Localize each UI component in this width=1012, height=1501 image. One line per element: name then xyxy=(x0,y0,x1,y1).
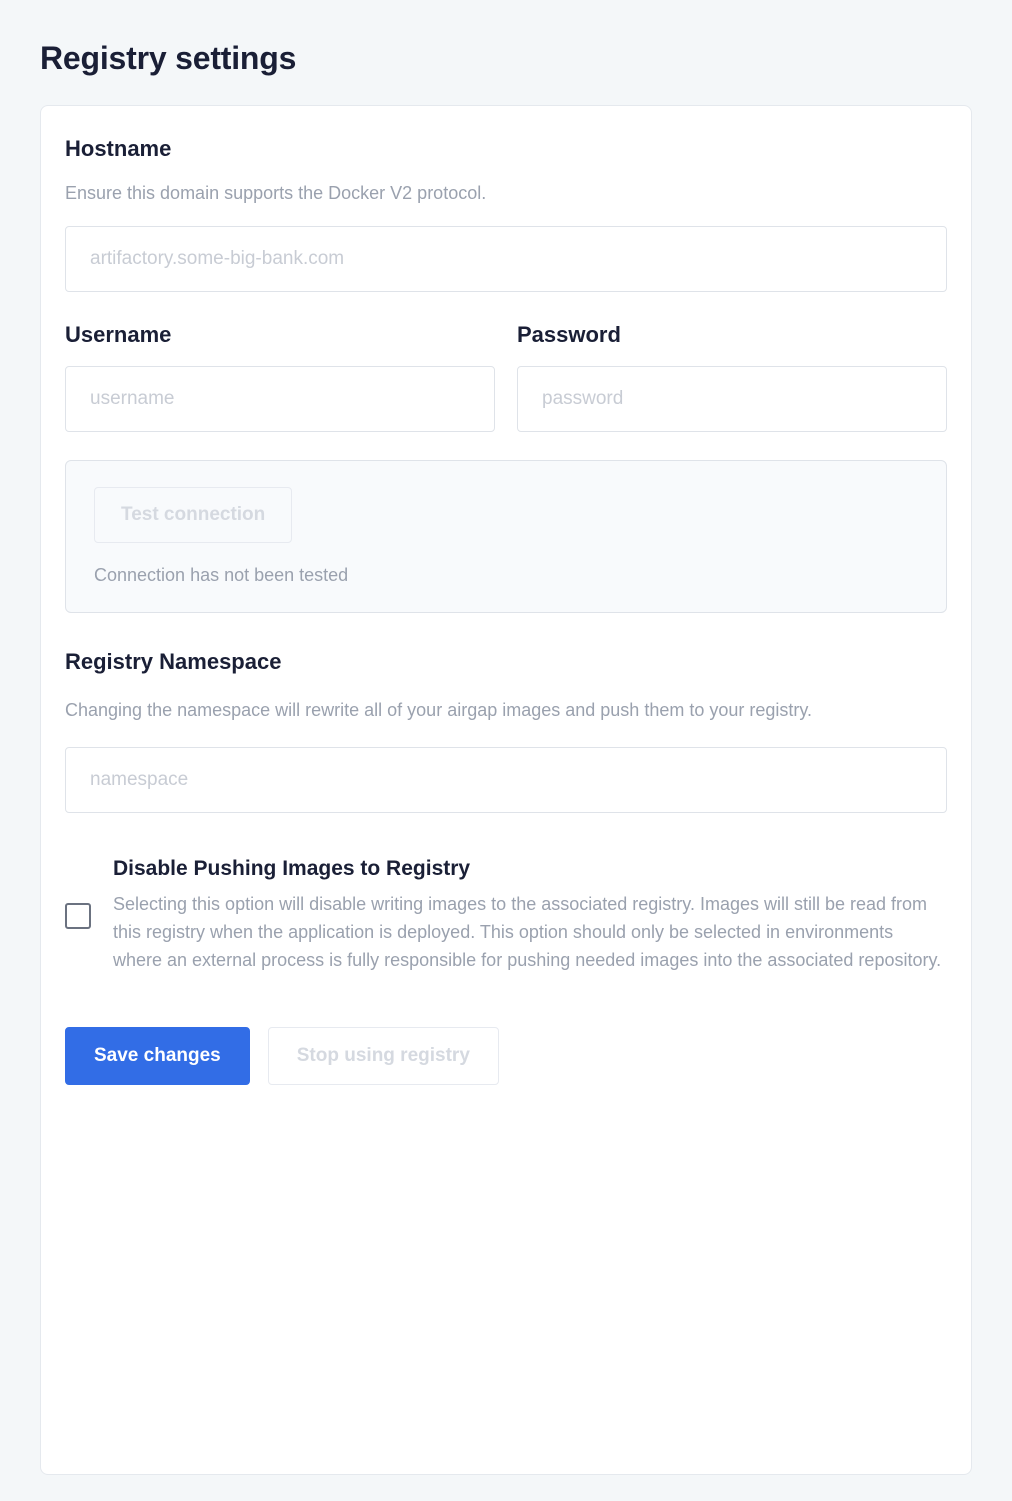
disable-push-content xyxy=(113,857,947,975)
save-changes-button[interactable]: Save changes xyxy=(65,1027,250,1085)
hostname-input[interactable] xyxy=(65,226,947,292)
form-actions xyxy=(65,1027,947,1085)
page-title: Registry settings xyxy=(40,40,297,76)
registry-namespace-label: Registry Namespace xyxy=(65,649,282,675)
disable-push-description: Selecting this option will disable writing images to the associated registry. Images will still be read from this registry when the application is deployed. This option should only be selected in environments where an external process is fully responsible for pushing needed images into the associated repository. xyxy=(113,894,942,970)
stop-using-registry-button[interactable]: Stop using registry xyxy=(268,1027,499,1085)
hostname-help-text: Ensure this domain supports the Docker V2 protocol. xyxy=(65,183,487,203)
username-input[interactable] xyxy=(65,366,495,432)
username-field-group xyxy=(65,322,495,432)
disable-push-row xyxy=(65,857,947,975)
hostname-label: Hostname xyxy=(65,136,172,161)
registry-settings-card xyxy=(40,105,972,1475)
password-field-group xyxy=(517,322,947,432)
disable-push-checkbox[interactable] xyxy=(65,903,91,929)
registry-namespace-input[interactable] xyxy=(65,747,947,813)
connection-status-text: Connection has not been tested xyxy=(94,565,349,586)
disable-push-title: Disable Pushing Images to Registry xyxy=(113,857,471,881)
credentials-row xyxy=(65,322,947,432)
password-input[interactable] xyxy=(517,366,947,432)
test-connection-button[interactable]: Test connection xyxy=(94,487,292,543)
username-label: Username xyxy=(65,322,172,348)
test-connection-panel xyxy=(65,460,947,613)
password-label: Password xyxy=(517,322,621,348)
registry-namespace-help-text: Changing the namespace will rewrite all of your airgap images and push them to your registry. xyxy=(65,700,813,721)
